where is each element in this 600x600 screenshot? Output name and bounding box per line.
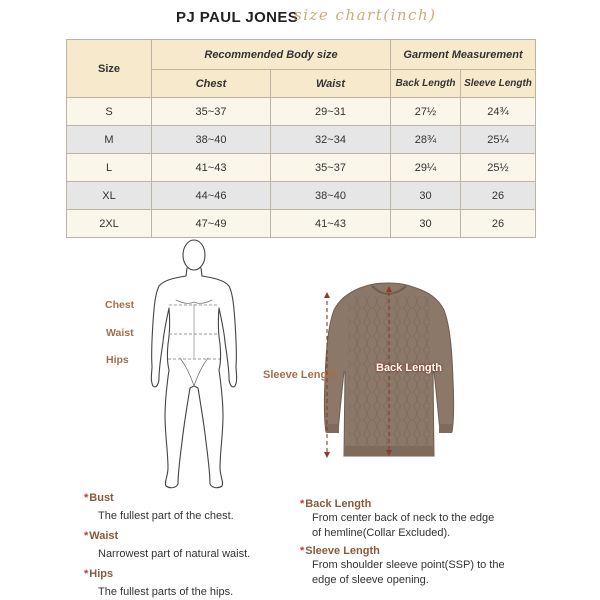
note-text-back-length-1: From center back of neck to the edge [312, 512, 495, 524]
back-length-label: Back Length [376, 362, 443, 374]
note-text-bust: The fullest part of the chest. [98, 510, 234, 522]
note-title-bust: *Bust [84, 492, 114, 504]
star-icon: * [84, 530, 89, 542]
body-outline-figure [140, 238, 250, 493]
size-cell: S [67, 98, 152, 126]
back-length-cell: 27½ [391, 98, 461, 126]
chest-cell: 47~49 [152, 210, 271, 238]
chest-cell: 38~40 [152, 126, 271, 154]
waist-cell: 29~31 [271, 98, 391, 126]
back-length-column-header: Back Length [391, 70, 461, 98]
sleeve-length-cell: 25½ [461, 154, 536, 182]
body-notes [84, 492, 250, 600]
sleeve-length-cell: 26 [461, 210, 536, 238]
body-size-group-header: Recommended Body size [152, 40, 391, 70]
sleeve-length-cell: 24¾ [461, 98, 536, 126]
chest-cell: 44~46 [152, 182, 271, 210]
note-text-hips: The fullest parts of the hips. [98, 586, 234, 598]
size-table [66, 39, 536, 238]
garment-group-header: Garment Measurement [391, 40, 536, 70]
note-text-back-length-2: of hemline(Collar Excluded). [312, 527, 451, 539]
waist-cell: 38~40 [271, 182, 391, 210]
garment-notes [300, 498, 505, 588]
back-length-cell: 28¾ [391, 126, 461, 154]
star-icon: * [84, 492, 89, 504]
size-header: Size [67, 40, 152, 98]
waist-cell: 35~37 [271, 154, 391, 182]
note-text-sleeve-length-1: From shoulder sleeve point(SSP) to the [312, 559, 505, 571]
chart-header [0, 6, 600, 30]
chest-column-header: Chest [152, 70, 271, 98]
sleeve-length-label: Sleeve Length [263, 369, 338, 381]
size-cell: M [67, 126, 152, 154]
star-icon: * [84, 568, 89, 580]
waist-cell: 32~34 [271, 126, 391, 154]
note-title-sleeve-length: *Sleeve Length [300, 545, 380, 557]
size-cell: 2XL [67, 210, 152, 238]
note-title-back-length: *Back Length [300, 498, 372, 510]
chest-label: Chest [105, 299, 135, 311]
size-cell: XL [67, 182, 152, 210]
sleeve-length-cell: 26 [461, 182, 536, 210]
sleeve-length-column-header: Sleeve Length [461, 70, 536, 98]
table-row [67, 210, 536, 238]
back-length-cell: 30 [391, 210, 461, 238]
sleeve-length-cell: 25¼ [461, 126, 536, 154]
size-cell: L [67, 154, 152, 182]
note-text-waist: Narrowest part of natural waist. [98, 548, 251, 560]
table-row [67, 126, 536, 154]
chart-title: size chart(inch) [294, 6, 437, 24]
note-text-sleeve-length-2: edge of sleeve opening. [312, 574, 429, 586]
star-icon: * [300, 545, 305, 557]
chest-cell: 41~43 [152, 154, 271, 182]
hips-label: Hips [106, 354, 129, 366]
table-row [67, 182, 536, 210]
waist-column-header: Waist [271, 70, 391, 98]
star-icon: * [300, 498, 305, 510]
back-length-cell: 30 [391, 182, 461, 210]
table-row [67, 154, 536, 182]
waist-label: Waist [106, 327, 134, 339]
waist-cell: 41~43 [271, 210, 391, 238]
note-title-hips: *Hips [84, 568, 114, 580]
chest-cell: 35~37 [152, 98, 271, 126]
table-row [67, 98, 536, 126]
back-length-cell: 29¼ [391, 154, 461, 182]
note-title-waist: *Waist [84, 530, 119, 542]
brand-name: PJ PAUL JONES [176, 9, 299, 26]
